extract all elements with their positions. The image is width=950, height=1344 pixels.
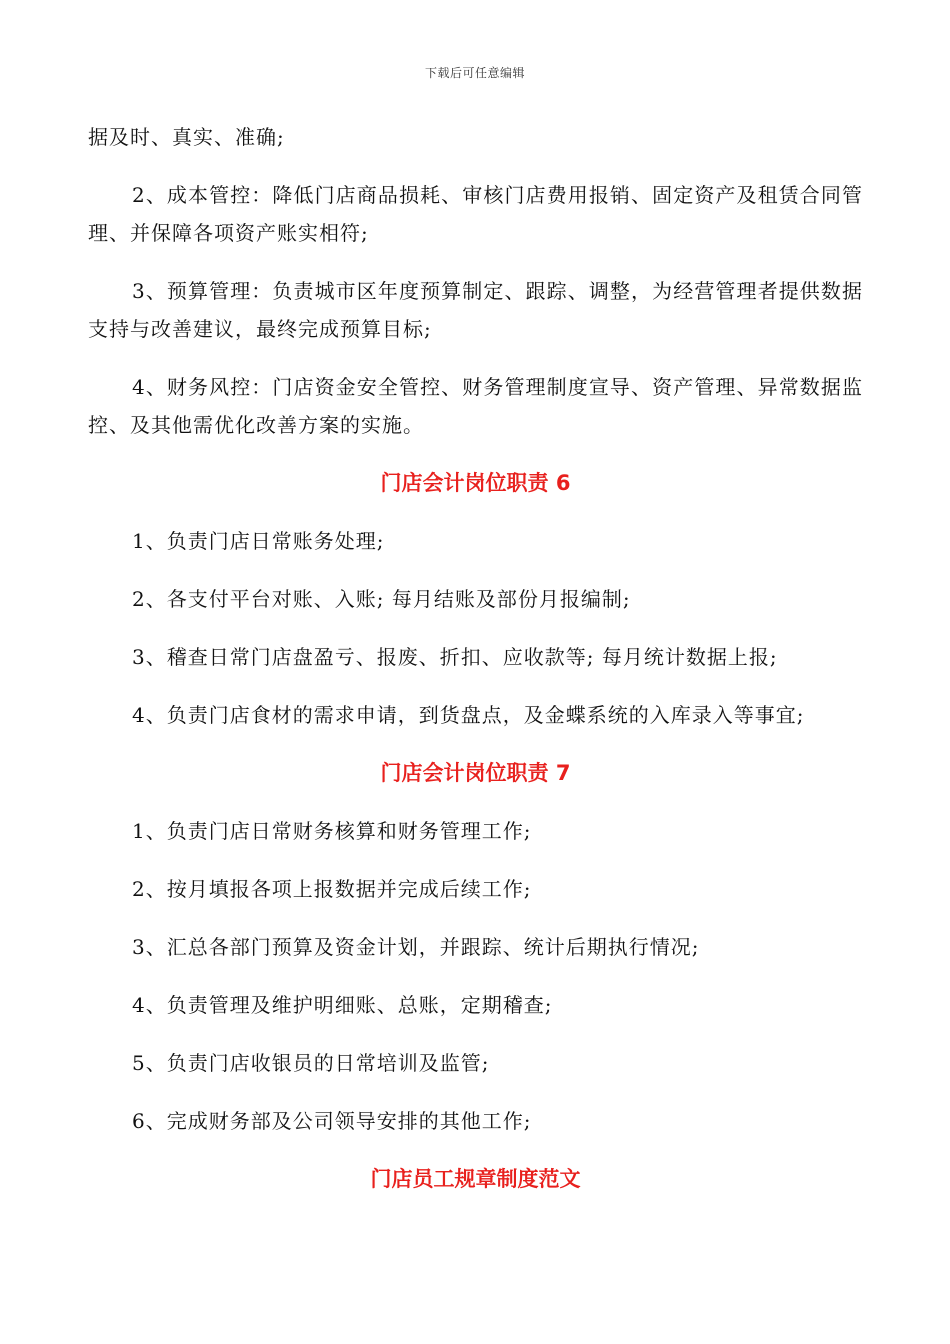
section6-item-2: 2、各支付平台对账、入账; 每月结账及部份月报编制; — [132, 587, 631, 611]
section7-item-6: 6、完成财务部及公司领导安排的其他工作; — [132, 1109, 532, 1133]
section6-item-4: 4、负责门店食材的需求申请，到货盘点，及金蝶系统的入库录入等事宜; — [132, 703, 805, 727]
section7-item-2: 2、按月填报各项上报数据并完成后续工作; — [132, 877, 532, 901]
intro-line: 据及时、真实、准确; — [88, 125, 285, 149]
section-heading-7: 门店会计岗位职责 7 — [380, 761, 571, 785]
paragraph-budget-management: 3、预算管理：负责城市区年度预算制定、跟踪、调整，为经营管理者提供数据支持与改善建议，最终完成预算目标; — [88, 279, 863, 341]
document-body — [88, 118, 863, 1198]
section7-item-3: 3、汇总各部门预算及资金计划，并跟踪、统计后期执行情况; — [132, 935, 700, 959]
section-heading-6: 门店会计岗位职责 6 — [380, 471, 571, 495]
section7-item-4: 4、负责管理及维护明细账、总账，定期稽查; — [132, 993, 553, 1017]
header-note: 下载后可任意编辑 — [424, 66, 525, 80]
paragraph-risk-control: 4、财务风控：门店资金安全管控、财务管理制度宣导、资产管理、异常数据监控、及其他需优化改善方案的实施。 — [88, 375, 863, 437]
section6-item-1: 1、负责门店日常账务处理; — [132, 529, 385, 553]
section-heading-rules: 门店员工规章制度范文 — [370, 1167, 581, 1191]
section7-item-5: 5、负责门店收银员的日常培训及监管; — [132, 1051, 490, 1075]
paragraph-cost-control: 2、成本管控：降低门店商品损耗、审核门店费用报销、固定资产及租赁合同管理、并保障各项资产账实相符; — [88, 183, 863, 245]
section7-item-1: 1、负责门店日常财务核算和财务管理工作; — [132, 819, 532, 843]
section6-item-3: 3、稽查日常门店盘盈亏、报废、折扣、应收款等; 每月统计数据上报; — [132, 645, 778, 669]
